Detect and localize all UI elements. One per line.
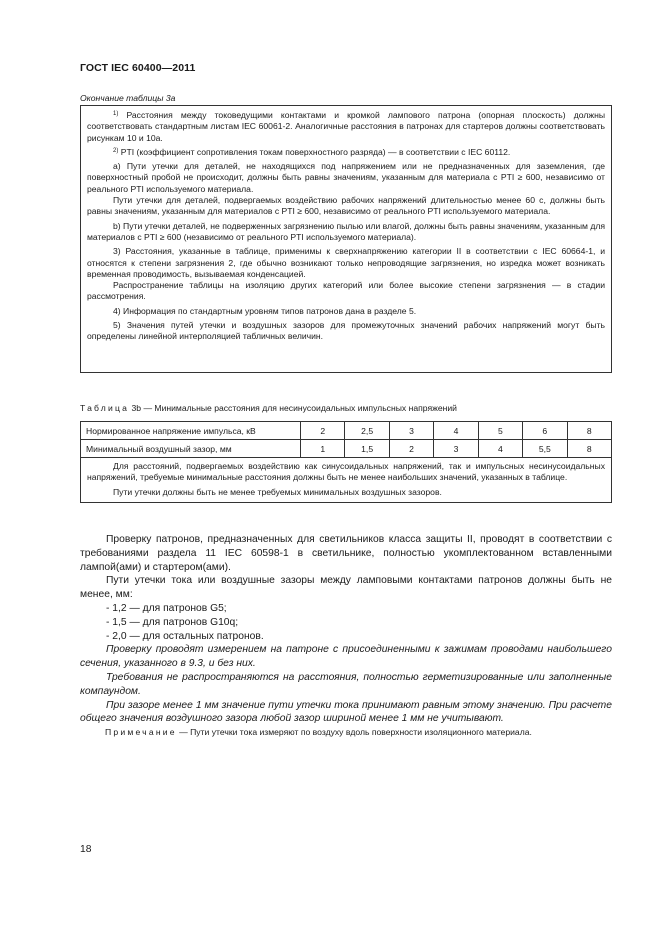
paragraph-class-ii: Проверку патронов, предназначенных для светильников класса защиты II, проводят в соответствии с требованиями раздела 11 IEC 60598-1 в светильнике, полностью укомплектованном вставленными лампой(ами) и стартером(ами). bbox=[80, 534, 612, 573]
note-4: 4) Информация по стандартным уровням типов патронов дана в разделе 5. bbox=[113, 305, 417, 316]
table-3b-notes bbox=[81, 458, 612, 503]
paragraph-sealed-exception: Требования не распространяются на расстояния, полностью герметизированные или заполненные компаундом. bbox=[80, 671, 612, 697]
body-text bbox=[80, 533, 612, 726]
note-2a-cont: Пути утечки для деталей, подвергаемых воздействию рабочих напряжений длительностью менее 60 с, должны быть равны значениям, указанным для материалов с PTI ≥ 600, независимо от реального PTI используемого материала. bbox=[87, 195, 605, 217]
note-text: — Пути утечки тока измеряют по воздуху вдоль поверхности изоляционного материала. bbox=[176, 727, 532, 737]
note-2-marker: 2) bbox=[113, 147, 119, 154]
note-1-marker: 1) bbox=[113, 111, 119, 117]
note-2 bbox=[87, 147, 605, 158]
note-2-text: PTI (коэффициент сопротивления токам поверхностного разряда) — в соответствии с IEC 60112. bbox=[120, 146, 511, 157]
note-label: Примечание bbox=[105, 727, 177, 737]
table-cell: 3 bbox=[434, 440, 478, 458]
note-2b: b) Пути утечки деталей, не подверженных загрязнению пылью или влагой, должны быть равны значениям, указанным для материалов с PTI ≥ 600 (независимо от реального PTI используемого материала). bbox=[87, 220, 605, 242]
table-cell: 8 bbox=[567, 422, 611, 440]
paragraph-creepage: Пути утечки тока или воздушные зазоры между ламповыми контактами патронов должны быть не менее, мм: bbox=[80, 575, 612, 601]
note-1 bbox=[87, 110, 605, 144]
note-3: 3) Расстояния, указанные в таблице, применимы к сверхнапряжению категории II в соответствии с IEC 60664-1, и относятся к степени загрязнения 2, где обычно возникают только непроводящие загрязнения, но изредка может возникать временная проводимость, вызываемая конденсацией. bbox=[87, 246, 605, 279]
table-3b bbox=[80, 421, 612, 503]
table-cell: 2,5 bbox=[345, 422, 389, 440]
note bbox=[105, 727, 532, 737]
table-cell: 5 bbox=[478, 422, 522, 440]
table-3b-note-1: Для расстояний, подвергаемых воздействию как синусоидальных напряжений, так и импульсных несинусоидальных напряжений, требуемые минимальные расстояния должны быть не менее наибольших значений, указанных в таблице. bbox=[87, 461, 605, 483]
note-1-text: Расстояния между токоведущими контактами и кромкой лампового патрона (опорная плоскость) должны соответствовать стандартным листам IEC 60061-2. Аналогичные расстояния в патронах для стартеров должны соответствовать рисункам 10 и 10а. bbox=[87, 110, 605, 143]
table-cell: 4 bbox=[478, 440, 522, 458]
table-3a-notes-box bbox=[80, 105, 612, 373]
list-item: - 1,5 — для патронов G10q; bbox=[106, 616, 239, 628]
paragraph-verification: Проверку проводят измерением на патроне с присоединенными к зажимам проводами наибольшего сечения, указанного в 9.3, и без них. bbox=[80, 644, 612, 670]
note-2a: а) Пути утечки для деталей, не находящихся под напряжением или не предназначенных для заземления, где поверхностный пробой не происходит, должны быть равны значениям, указанным для материала с PTI ≥ 600, независимо от реального PTI используемого материала. bbox=[87, 161, 605, 194]
table-cell: 5,5 bbox=[523, 440, 567, 458]
row-label-air-clearance: Минимальный воздушный зазор, мм bbox=[81, 440, 301, 458]
list-item: - 1,2 — для патронов G5; bbox=[106, 602, 227, 614]
table-row bbox=[81, 422, 612, 440]
table-3a-end-caption: Окончание таблицы 3а bbox=[80, 93, 176, 103]
table-cell: 4 bbox=[434, 422, 478, 440]
table-3b-note-2: Пути утечки должны быть не менее требуемых минимальных воздушных зазоров. bbox=[113, 486, 442, 497]
table-cell: 3 bbox=[389, 422, 433, 440]
table-3b-caption-prefix: Таблица bbox=[80, 403, 130, 413]
table-cell: 2 bbox=[301, 422, 345, 440]
table-cell: 8 bbox=[567, 440, 611, 458]
table-cell: 1,5 bbox=[345, 440, 389, 458]
note-5: 5) Значения путей утечки и воздушных зазоров для промежуточных значений рабочих напряжений могут быть определены линейной интерполяцией табличных величин. bbox=[87, 320, 605, 342]
table-3b-caption-title: 3b — Минимальные расстояния для несинусоидальных импульсных напряжений bbox=[129, 403, 457, 413]
table-row bbox=[81, 440, 612, 458]
page-number: 18 bbox=[80, 844, 92, 855]
table-cell: 2 bbox=[389, 440, 433, 458]
paragraph-gap-rule: При зазоре менее 1 мм значение пути утечки тока принимают равным этому значению. При расчете общего значения воздушного зазора любой зазор шириной менее 1 мм не учитывают. bbox=[80, 699, 612, 725]
row-label-impulse-voltage: Нормированное напряжение импульса, кВ bbox=[81, 422, 301, 440]
table-cell: 1 bbox=[301, 440, 345, 458]
table-note-row bbox=[81, 458, 612, 503]
list-item: - 2,0 — для остальных патронов. bbox=[106, 630, 264, 642]
table-cell: 6 bbox=[523, 422, 567, 440]
document-header: ГОСТ IEC 60400—2011 bbox=[80, 62, 196, 74]
note-3-cont: Распространение таблицы на изоляцию других категорий или более высокие степени загрязнения — в стадии рассмотрения. bbox=[87, 280, 605, 302]
table-3b-caption bbox=[80, 403, 457, 413]
